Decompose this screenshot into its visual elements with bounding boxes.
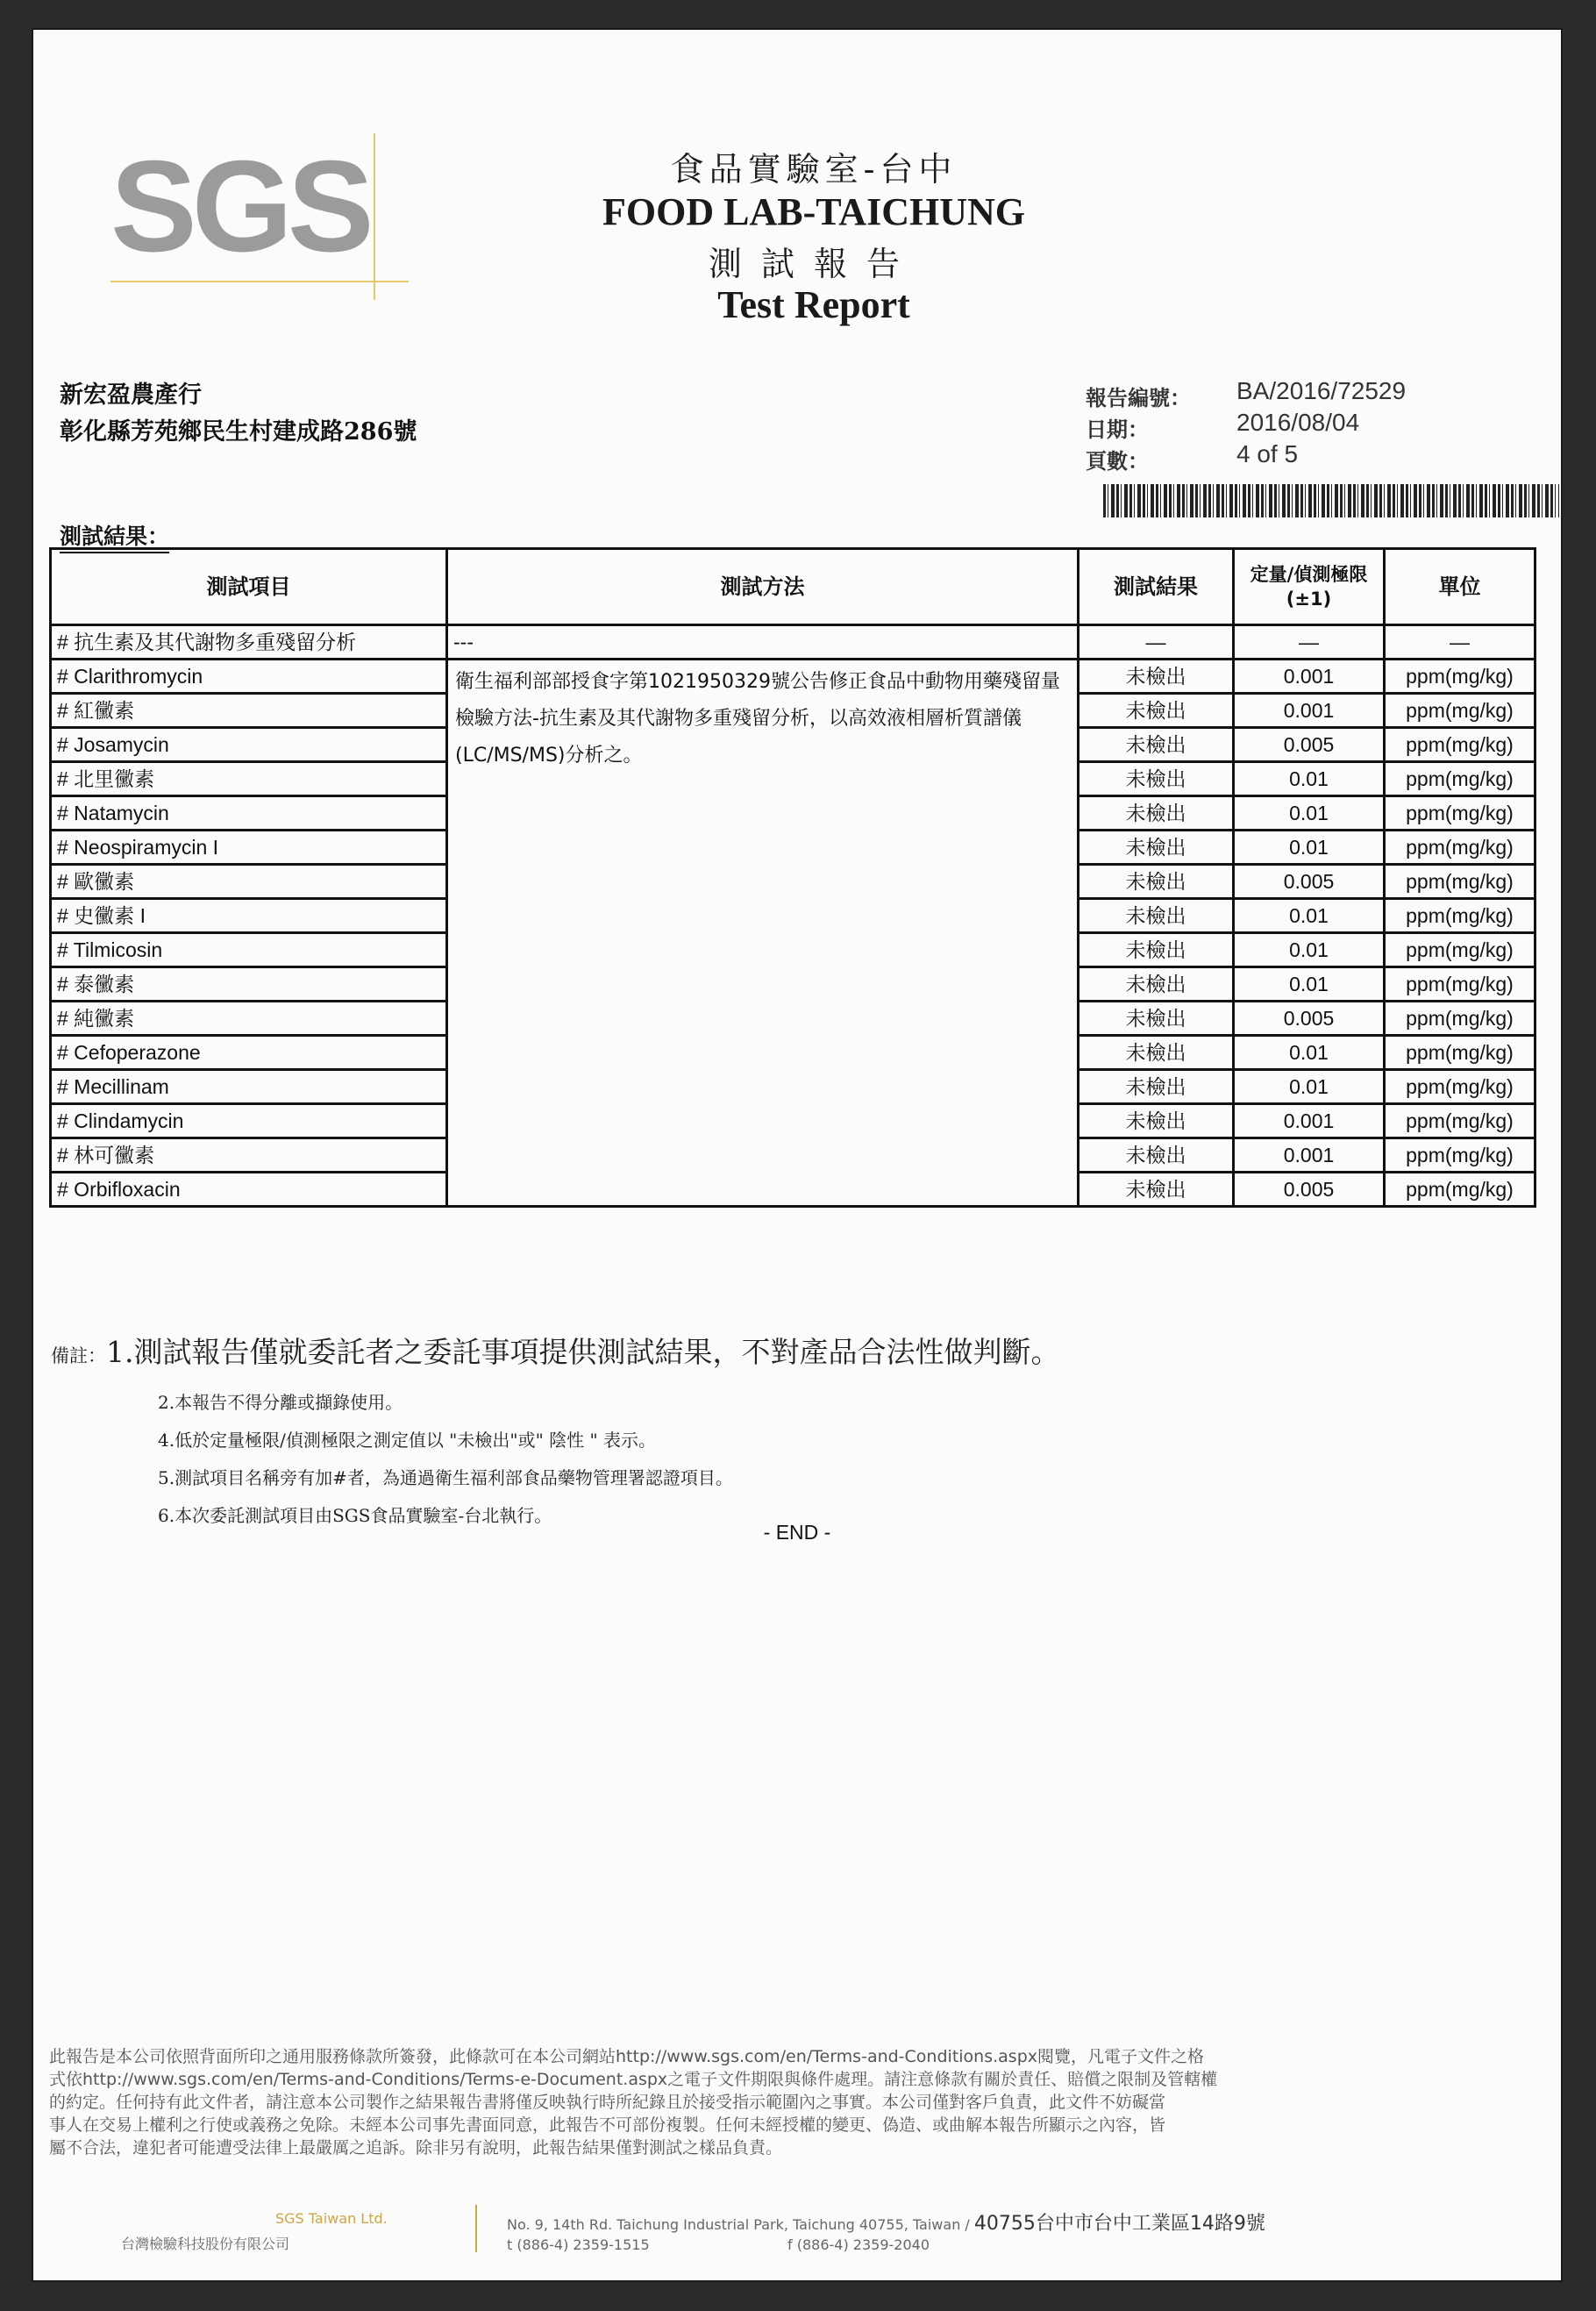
barcode: [1103, 484, 1559, 517]
lab-title-en: FOOD LAB-TAICHUNG: [602, 190, 1025, 233]
client-address: 彰化縣芳苑鄉民生村建成路286號: [60, 418, 417, 446]
table-header-row: [51, 549, 1535, 625]
note-6: 6.本次委託測試項目由SGS食品實驗室-台北執行。: [158, 1505, 552, 1526]
test-item-cell: # Clarithromycin: [51, 660, 447, 694]
unit-cell: ppm(mg/kg): [1385, 967, 1535, 1002]
result-cell: 未檢出: [1079, 967, 1234, 1002]
footer-company-cn: 台灣檢驗科技股份有限公司: [121, 2236, 290, 2252]
test-item-cell: # 歐黴素: [51, 865, 447, 899]
fine-print-line: 的約定。任何持有此文件者，請注意本公司製作之結果報告書將僅反映執行時所紀錄且於接受指示範圍內之事實。本公司僅對客戶負責，此文件不妨礙當: [49, 2093, 1166, 2112]
notes-section: [51, 1330, 1366, 1539]
test-item-cell: # 林可黴素: [51, 1138, 447, 1173]
result-cell: 未檢出: [1079, 1104, 1234, 1138]
footer-fax: f (886-4) 2359-2040: [787, 2236, 930, 2253]
logo-rule-horizontal: [110, 281, 409, 282]
test-item-cell: # Neospiramycin I: [51, 831, 447, 865]
limit-cell: 0.001: [1234, 694, 1385, 728]
report-title-en: Test Report: [717, 283, 910, 326]
results-label: 測試結果：: [60, 519, 169, 553]
result-cell: 未檢出: [1079, 1173, 1234, 1207]
result-cell: 未檢出: [1079, 1002, 1234, 1036]
sgs-logo: [110, 133, 409, 300]
note-4: 4.低於定量極限/偵測極限之測定值以 "未檢出"或" 陰性 " 表示。: [158, 1430, 657, 1451]
limit-cell: 0.01: [1234, 796, 1385, 831]
fine-print-line: 此報告是本公司依照背面所印之通用服務條款所簽發，此條款可在本公司網站http://www.sgs.com/en/Terms-and-Conditions.aspx閱覽，凡電子文件之格: [49, 2047, 1204, 2066]
limit-cell: 0.001: [1234, 660, 1385, 694]
unit-cell: ppm(mg/kg): [1385, 933, 1535, 967]
test-item-cell: # Cefoperazone: [51, 1036, 447, 1070]
test-item-cell: # 史黴素 I: [51, 899, 447, 933]
test-item-cell: # Natamycin: [51, 796, 447, 831]
report-page: [33, 30, 1561, 2280]
limit-cell: 0.005: [1234, 1002, 1385, 1036]
results-table: [49, 547, 1536, 1208]
unit-cell: ppm(mg/kg): [1385, 831, 1535, 865]
unit-cell: ppm(mg/kg): [1385, 694, 1535, 728]
table-row: [51, 660, 1535, 694]
test-item-cell: # Orbifloxacin: [51, 1173, 447, 1207]
footer-company-en: SGS Taiwan Ltd.: [275, 2210, 388, 2227]
limit-cell: 0.005: [1234, 1173, 1385, 1207]
unit-cell: ppm(mg/kg): [1385, 1104, 1535, 1138]
result-cell: 未檢出: [1079, 899, 1234, 933]
report-title-cn: 測試報告: [708, 245, 919, 283]
limit-cell: 0.001: [1234, 1138, 1385, 1173]
group-method: ---: [447, 625, 1079, 660]
note-2: 2.本報告不得分離或擷錄使用。: [158, 1392, 403, 1413]
table-body: [51, 625, 1535, 1207]
report-number: BA/2016/72529: [1236, 377, 1407, 404]
note-1: [51, 1330, 1366, 1371]
fine-print-line: 式依http://www.sgs.com/en/Terms-and-Conditions/Terms-e-Document.aspx之電子文件期限與條件處理。請注意條款有關於責任、賠償之限制及管轄權: [49, 2070, 1218, 2089]
note-text: 1.測試報告僅就委託者之委託事項提供測試結果，不對產品合法性做判斷。: [106, 1335, 1060, 1369]
result-cell: 未檢出: [1079, 762, 1234, 796]
test-item-cell: # Mecillinam: [51, 1070, 447, 1104]
result-cell: 未檢出: [1079, 728, 1234, 762]
page-footer: [121, 2205, 1489, 2258]
result-cell: 未檢出: [1079, 694, 1234, 728]
unit-cell: ppm(mg/kg): [1385, 796, 1535, 831]
test-item-cell: # Clindamycin: [51, 1104, 447, 1138]
result-cell: 未檢出: [1079, 865, 1234, 899]
end-marker: - END -: [763, 1521, 831, 1544]
limit-cell: 0.01: [1234, 762, 1385, 796]
unit-cell: ppm(mg/kg): [1385, 762, 1535, 796]
fine-print-line: 事人在交易上權利之行使或義務之免除。未經本公司事先書面同意，此報告不可部份複製。任何未經授權的變更、偽造、或曲解本報告所顯示之內容，皆: [49, 2115, 1166, 2135]
limit-cell: 0.005: [1234, 865, 1385, 899]
footer-address: [507, 2208, 1265, 2236]
limit-cell: 0.01: [1234, 1036, 1385, 1070]
unit-cell: ppm(mg/kg): [1385, 1002, 1535, 1036]
report-date: 2016/08/04: [1236, 409, 1360, 436]
page-count-label: 頁數：: [1086, 449, 1149, 474]
lab-title-cn: 食品實驗室-台中: [670, 150, 958, 189]
unit-cell: ppm(mg/kg): [1385, 865, 1535, 899]
unit-cell: ppm(mg/kg): [1385, 1138, 1535, 1173]
header-limit: 定量/偵測極限(±1): [1234, 549, 1385, 625]
result-cell: 未檢出: [1079, 831, 1234, 865]
result-cell: 未檢出: [1079, 933, 1234, 967]
note-5: 5.測試項目名稱旁有加#者，為通過衛生福利部食品藥物管理署認證項目。: [158, 1467, 733, 1488]
group-result: —: [1079, 625, 1234, 660]
test-item-cell: # 泰黴素: [51, 967, 447, 1002]
result-cell: 未檢出: [1079, 1070, 1234, 1104]
logo-text: SGS: [110, 134, 369, 279]
limit-cell: 0.01: [1234, 1070, 1385, 1104]
report-date-label: 日期：: [1086, 417, 1149, 442]
footer-divider: [475, 2205, 477, 2252]
test-method-cell: 衛生福利部部授食字第1021950329號公告修正食品中動物用藥殘留量檢驗方法-抗生素及其代謝物多重殘留分析，以高效液相層析質譜儀(LC/MS/MS)分析之。: [447, 660, 1079, 1207]
group-unit: —: [1385, 625, 1535, 660]
limit-cell: 0.01: [1234, 967, 1385, 1002]
header-unit: 單位: [1385, 549, 1535, 625]
result-cell: 未檢出: [1079, 1138, 1234, 1173]
result-cell: 未檢出: [1079, 1036, 1234, 1070]
header-result: 測試結果: [1079, 549, 1234, 625]
fine-print-line: 屬不合法，違犯者可能遭受法律上最嚴厲之追訴。除非另有說明，此報告結果僅對測試之樣品負責。: [49, 2138, 783, 2158]
result-cell: 未檢出: [1079, 796, 1234, 831]
client-name: 新宏盈農產行: [60, 382, 202, 409]
test-item-cell: # Tilmicosin: [51, 933, 447, 967]
unit-cell: ppm(mg/kg): [1385, 1173, 1535, 1207]
header-method: 測試方法: [447, 549, 1079, 625]
footer-address-en: No. 9, 14th Rd. Taichung Industrial Park, Taichung 40755, Taiwan /: [507, 2216, 970, 2233]
limit-cell: 0.01: [1234, 899, 1385, 933]
result-cell: 未檢出: [1079, 660, 1234, 694]
table-row-group: [51, 625, 1535, 660]
test-item-cell: # 純黴素: [51, 1002, 447, 1036]
test-item-cell: # Josamycin: [51, 728, 447, 762]
unit-cell: ppm(mg/kg): [1385, 899, 1535, 933]
limit-cell: 0.01: [1234, 933, 1385, 967]
unit-cell: ppm(mg/kg): [1385, 728, 1535, 762]
limit-cell: 0.005: [1234, 728, 1385, 762]
limit-cell: 0.01: [1234, 831, 1385, 865]
limit-cell: 0.001: [1234, 1104, 1385, 1138]
test-item-cell: # 紅黴素: [51, 694, 447, 728]
unit-cell: ppm(mg/kg): [1385, 660, 1535, 694]
group-limit: —: [1234, 625, 1385, 660]
report-number-label: 報告編號：: [1086, 386, 1191, 410]
footer-address-cn: 40755台中市台中工業區14路9號: [973, 2213, 1265, 2235]
group-item: # 抗生素及其代謝物多重殘留分析: [51, 625, 447, 660]
footer-telephone: t (886-4) 2359-1515: [507, 2236, 650, 2253]
page-count: 4 of 5: [1236, 440, 1299, 467]
notes-label: 備註：: [51, 1345, 106, 1366]
test-item-cell: # 北里黴素: [51, 762, 447, 796]
terms-fine-print: [49, 2045, 1540, 2159]
unit-cell: ppm(mg/kg): [1385, 1070, 1535, 1104]
header-item: 測試項目: [51, 549, 447, 625]
unit-cell: ppm(mg/kg): [1385, 1036, 1535, 1070]
logo-rule-vertical: [374, 133, 375, 300]
